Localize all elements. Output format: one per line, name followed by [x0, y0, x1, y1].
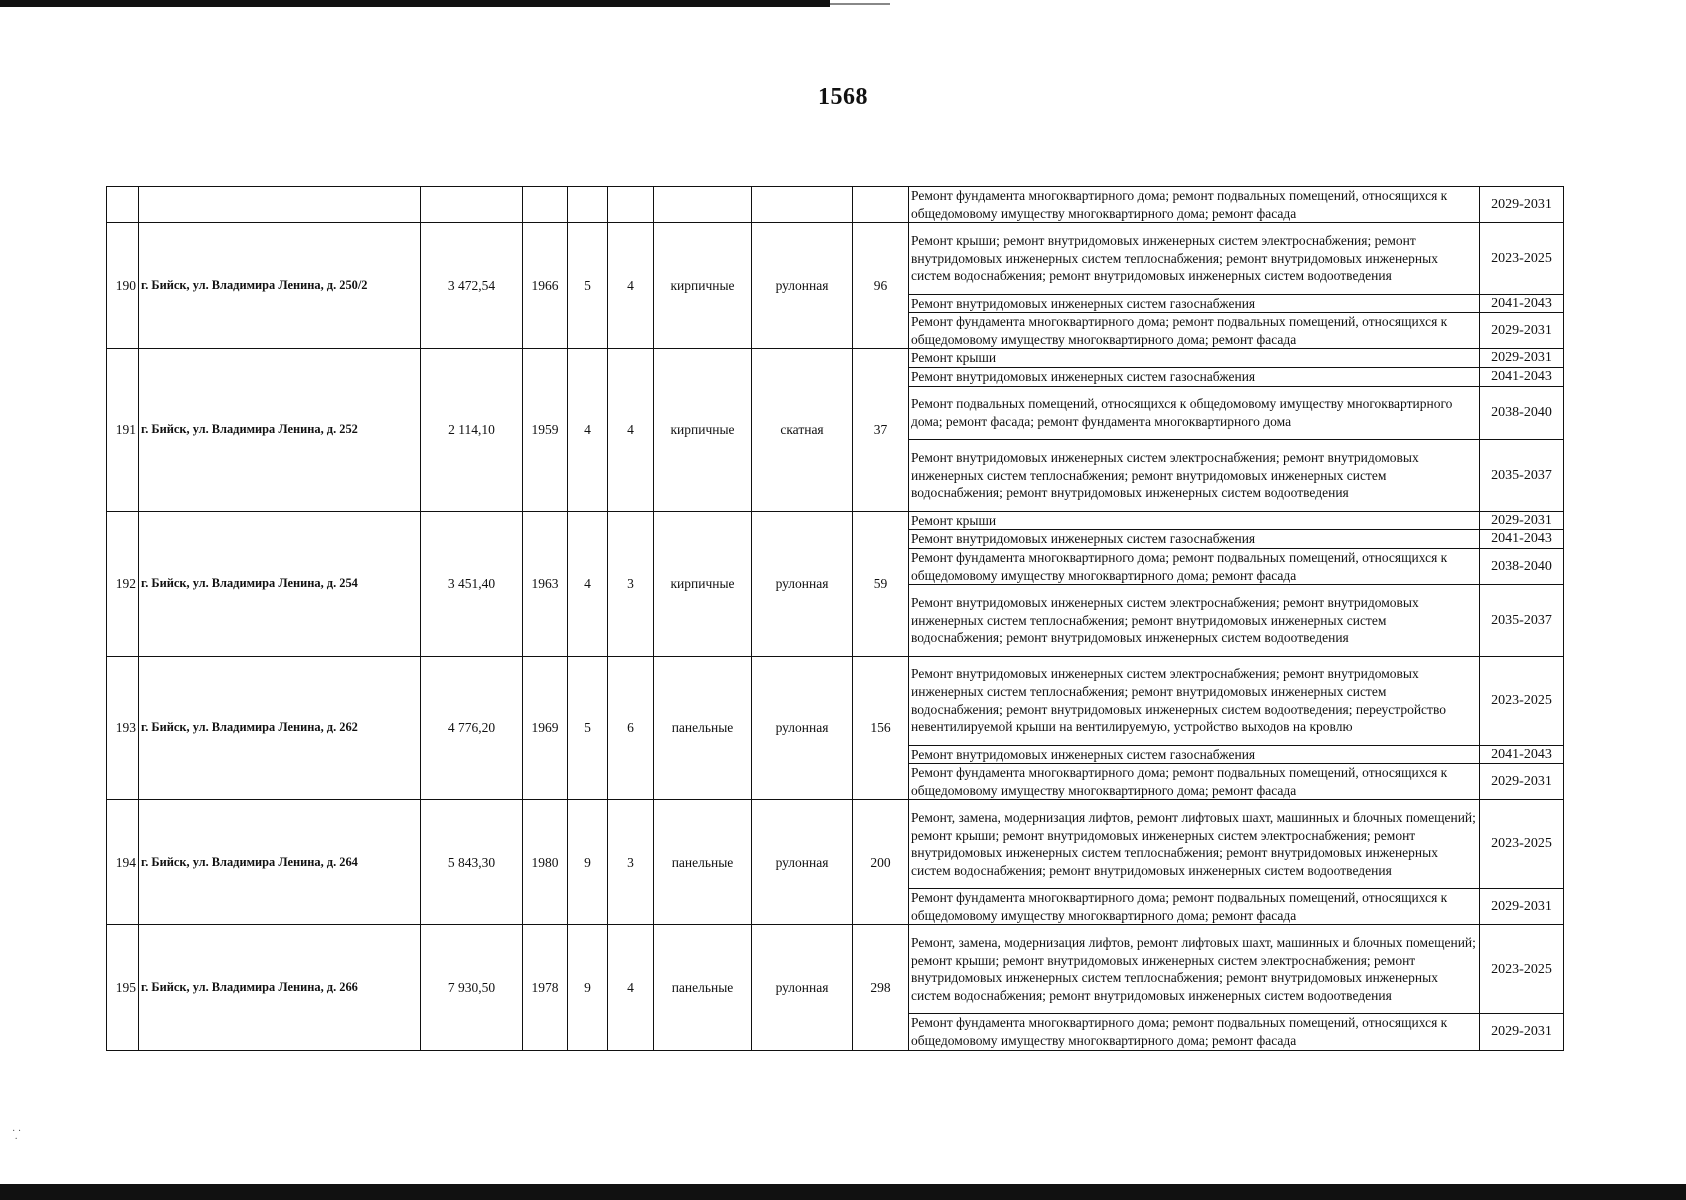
- building-roof: рулонная: [752, 511, 853, 656]
- building-year: 1978: [523, 925, 568, 1050]
- building-area: 2 114,10: [421, 349, 523, 511]
- work-description: Ремонт фундамента многоквартирного дома; ремонт подвальных помещений, относящихся к общедомовому имуществу многоквартирного дома; ремонт фасада: [909, 764, 1480, 800]
- work-period: 2041-2043: [1480, 367, 1564, 386]
- building-year: 1963: [523, 511, 568, 656]
- work-period: 2023-2025: [1480, 800, 1564, 889]
- building-walls: панельные: [654, 925, 752, 1050]
- work-period: 2029-2031: [1480, 313, 1564, 349]
- building-entrances: 4: [608, 925, 654, 1050]
- table-row: [107, 925, 1564, 1014]
- scan-edge-top: [0, 0, 830, 7]
- work-description: Ремонт внутридомовых инженерных систем газоснабжения: [909, 530, 1480, 549]
- building-area: 7 930,50: [421, 925, 523, 1050]
- building-floors: 5: [568, 656, 608, 800]
- building-number: 191: [107, 349, 139, 511]
- work-period: 2029-2031: [1480, 764, 1564, 800]
- building-address: г. Бийск, ул. Владимира Ленина, д. 266: [139, 925, 421, 1050]
- work-description: Ремонт фундамента многоквартирного дома; ремонт подвальных помещений, относящихся к общедомовому имуществу многоквартирного дома; ремонт фасада: [909, 548, 1480, 584]
- building-address: г. Бийск, ул. Владимира Ленина, д. 252: [139, 349, 421, 511]
- building-residents: 37: [853, 349, 909, 511]
- building-year: 1980: [523, 800, 568, 925]
- work-description: Ремонт крыши: [909, 511, 1480, 530]
- work-period: 2029-2031: [1480, 187, 1564, 223]
- building-area: 5 843,30: [421, 800, 523, 925]
- work-period: 2029-2031: [1480, 511, 1564, 530]
- building-walls: панельные: [654, 800, 752, 925]
- building-entrances: 6: [608, 656, 654, 800]
- building-floors: [568, 187, 608, 223]
- work-period: 2035-2037: [1480, 585, 1564, 656]
- building-roof: рулонная: [752, 800, 853, 925]
- work-description: Ремонт внутридомовых инженерных систем газоснабжения: [909, 745, 1480, 764]
- building-residents: 200: [853, 800, 909, 925]
- building-residents: [853, 187, 909, 223]
- building-area: 3 451,40: [421, 511, 523, 656]
- work-description: Ремонт подвальных помещений, относящихся к общедомовому имуществу многоквартирного дома; ремонт фасада; ремонт фундамента многоквартирного дома: [909, 386, 1480, 440]
- work-description: Ремонт внутридомовых инженерных систем электроснабжения; ремонт внутридомовых инженерных систем теплоснабжения; ремонт внутридомовых инженерных систем водоснабжения; ремонт внутридомовых инженерных систем водоотведения; переустройство невентилируемой крыши на вентилируемую, устройство выходов на кровлю: [909, 656, 1480, 745]
- building-walls: кирпичные: [654, 349, 752, 511]
- building-number: [107, 187, 139, 223]
- building-area: 4 776,20: [421, 656, 523, 800]
- building-area: 3 472,54: [421, 223, 523, 349]
- work-period: 2023-2025: [1480, 223, 1564, 294]
- building-walls: кирпичные: [654, 223, 752, 349]
- building-number: 190: [107, 223, 139, 349]
- work-period: 2035-2037: [1480, 440, 1564, 511]
- building-residents: 298: [853, 925, 909, 1050]
- building-roof: скатная: [752, 349, 853, 511]
- table-row: [107, 656, 1564, 745]
- scan-specks: · · ·: [12, 1126, 22, 1145]
- building-residents: 156: [853, 656, 909, 800]
- page-number: 1568: [818, 84, 868, 110]
- work-description: Ремонт, замена, модернизация лифтов, ремонт лифтовых шахт, машинных и блочных помещений; ремонт крыши; ремонт внутридомовых инженерных систем электроснабжения; ремонт внутридомовых инженерных систем теплоснабжения; ремонт внутридомовых инженерных систем водоснабжения; ремонт внутридомовых инженерных систем водоотведения: [909, 800, 1480, 889]
- work-description: Ремонт крыши; ремонт внутридомовых инженерных систем электроснабжения; ремонт внутридомовых инженерных систем теплоснабжения; ремонт внутридомовых инженерных систем водоснабжения; ремонт внутридомовых инженерных систем водоотведения: [909, 223, 1480, 294]
- work-description: Ремонт внутридомовых инженерных систем электроснабжения; ремонт внутридомовых инженерных систем теплоснабжения; ремонт внутридомовых инженерных систем водоснабжения; ремонт внутридомовых инженерных систем водоотведения: [909, 585, 1480, 656]
- building-floors: 5: [568, 223, 608, 349]
- building-walls: кирпичные: [654, 511, 752, 656]
- building-address: г. Бийск, ул. Владимира Ленина, д. 254: [139, 511, 421, 656]
- scan-edge-bottom: [0, 1184, 1686, 1200]
- table-row: [107, 223, 1564, 294]
- table-row: [107, 511, 1564, 530]
- building-address: г. Бийск, ул. Владимира Ленина, д. 264: [139, 800, 421, 925]
- building-entrances: 3: [608, 800, 654, 925]
- work-description: Ремонт фундамента многоквартирного дома; ремонт подвальных помещений, относящихся к общедомовому имуществу многоквартирного дома; ремонт фасада: [909, 313, 1480, 349]
- building-entrances: 4: [608, 223, 654, 349]
- work-period: 2023-2025: [1480, 925, 1564, 1014]
- building-floors: 4: [568, 511, 608, 656]
- work-description: Ремонт крыши: [909, 349, 1480, 368]
- work-period: 2038-2040: [1480, 386, 1564, 440]
- work-description: Ремонт фундамента многоквартирного дома; ремонт подвальных помещений, относящихся к общедомовому имуществу многоквартирного дома; ремонт фасада: [909, 889, 1480, 925]
- building-address: г. Бийск, ул. Владимира Ленина, д. 262: [139, 656, 421, 800]
- work-description: Ремонт, замена, модернизация лифтов, ремонт лифтовых шахт, машинных и блочных помещений; ремонт крыши; ремонт внутридомовых инженерных систем электроснабжения; ремонт внутридомовых инженерных систем теплоснабжения; ремонт внутридомовых инженерных систем водоснабжения; ремонт внутридомовых инженерных систем водоотведения: [909, 925, 1480, 1014]
- building-year: 1969: [523, 656, 568, 800]
- work-period: 2038-2040: [1480, 548, 1564, 584]
- work-description: Ремонт фундамента многоквартирного дома; ремонт подвальных помещений, относящихся к общедомовому имуществу многоквартирного дома; ремонт фасада: [909, 187, 1480, 223]
- work-period: 2041-2043: [1480, 294, 1564, 313]
- work-period: 2041-2043: [1480, 745, 1564, 764]
- work-description: Ремонт внутридомовых инженерных систем электроснабжения; ремонт внутридомовых инженерных систем теплоснабжения; ремонт внутридомовых инженерных систем водоснабжения; ремонт внутридомовых инженерных систем водоотведения: [909, 440, 1480, 511]
- table-row: [107, 187, 1564, 223]
- work-period: 2023-2025: [1480, 656, 1564, 745]
- register-body: [107, 187, 1564, 1051]
- building-entrances: 4: [608, 349, 654, 511]
- work-period: 2029-2031: [1480, 1014, 1564, 1050]
- building-number: 195: [107, 925, 139, 1050]
- building-entrances: 3: [608, 511, 654, 656]
- table-row: [107, 800, 1564, 889]
- building-number: 193: [107, 656, 139, 800]
- work-description: Ремонт внутридомовых инженерных систем газоснабжения: [909, 294, 1480, 313]
- repair-register-table: [106, 186, 1564, 1051]
- building-year: [523, 187, 568, 223]
- work-period: 2029-2031: [1480, 349, 1564, 368]
- building-floors: 9: [568, 925, 608, 1050]
- building-roof: [752, 187, 853, 223]
- building-walls: [654, 187, 752, 223]
- work-period: 2029-2031: [1480, 889, 1564, 925]
- building-year: 1959: [523, 349, 568, 511]
- building-address: г. Бийск, ул. Владимира Ленина, д. 250/2: [139, 223, 421, 349]
- building-roof: рулонная: [752, 656, 853, 800]
- building-number: 194: [107, 800, 139, 925]
- building-number: 192: [107, 511, 139, 656]
- work-description: Ремонт внутридомовых инженерных систем газоснабжения: [909, 367, 1480, 386]
- scan-edge-top-fade: [830, 3, 890, 5]
- building-address: [139, 187, 421, 223]
- building-floors: 4: [568, 349, 608, 511]
- work-description: Ремонт фундамента многоквартирного дома; ремонт подвальных помещений, относящихся к общедомовому имуществу многоквартирного дома; ремонт фасада: [909, 1014, 1480, 1050]
- building-area: [421, 187, 523, 223]
- building-residents: 96: [853, 223, 909, 349]
- building-walls: панельные: [654, 656, 752, 800]
- building-year: 1966: [523, 223, 568, 349]
- building-floors: 9: [568, 800, 608, 925]
- work-period: 2041-2043: [1480, 530, 1564, 549]
- building-residents: 59: [853, 511, 909, 656]
- building-entrances: [608, 187, 654, 223]
- building-roof: рулонная: [752, 223, 853, 349]
- table-row: [107, 349, 1564, 368]
- building-roof: рулонная: [752, 925, 853, 1050]
